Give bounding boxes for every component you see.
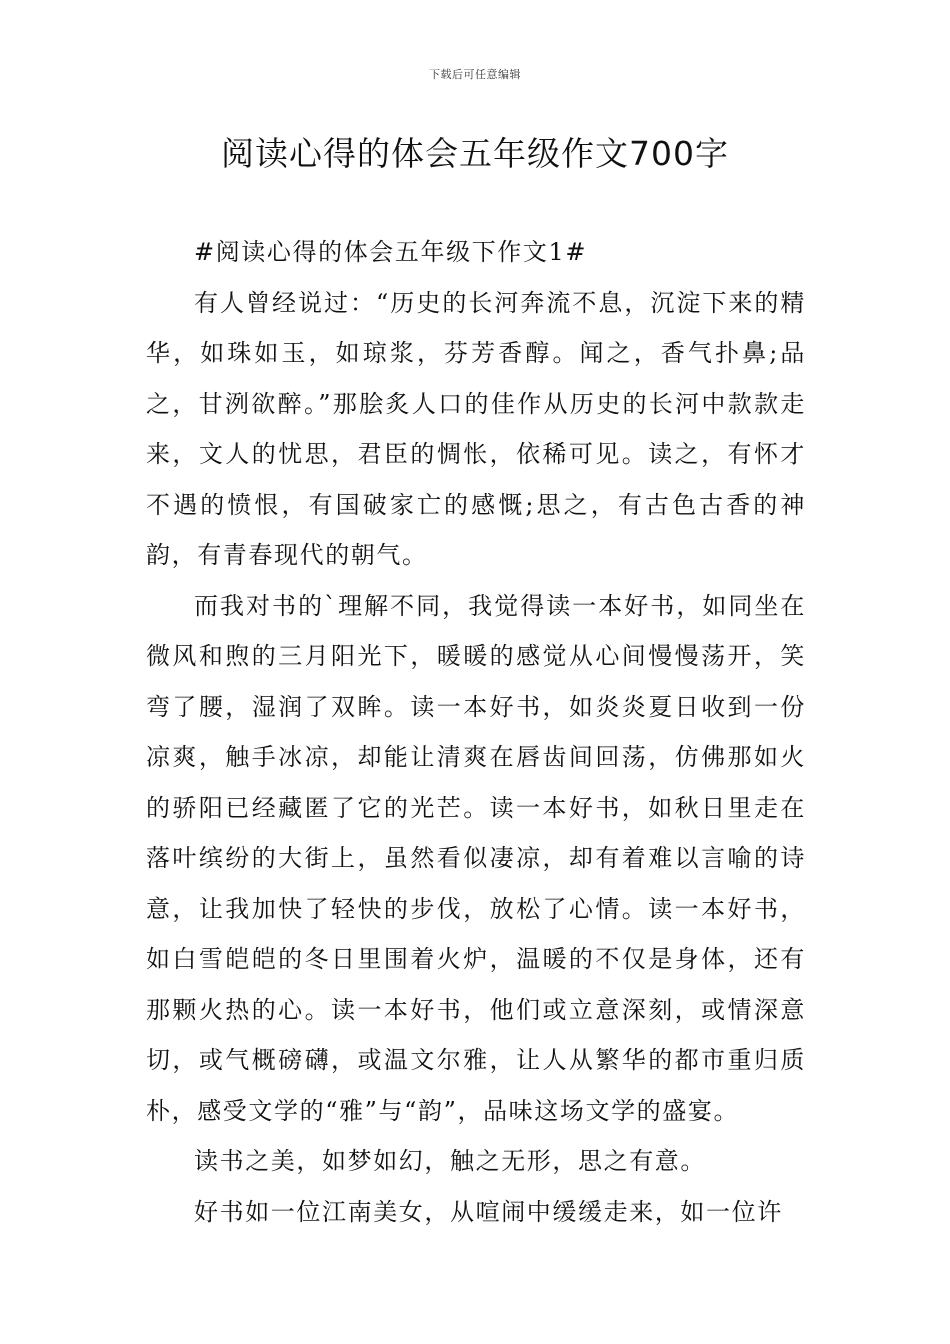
paragraph: 而我对书的`理解不同，我觉得读一本好书，如同坐在微风和煦的三月阳光下，暖暖的感觉从心间慢慢荡开，笑弯了腰，湿润了双眸。读一本好书，如炎炎夏日收到一份凉爽，触手冰凉，却能让清爽在唇齿间回荡，仿佛那如火的骄阳已经藏匿了它的光芒。读一本好书，如秋日里走在落叶缤纷的大街上，虽然看似凄凉，却有着难以言喻的诗意，让我加快了轻快的步伐，放松了心情。读一本好书，如白雪皑皑的冬日里围着火炉，温暖的不仅是身体，还有那颗火热的心。读一本好书，他们或立意深刻，或情深意切，或气概磅礴，或温文尔雅，让人从繁华的都市重归质朴，感受文学的“雅”与“韵”，品味这场文学的盛宴。 <box>146 591 806 1125</box>
section-heading: #阅读心得的体会五年级下作文1# <box>194 238 588 266</box>
paragraph: 读书之美，如梦如幻，触之无形，思之有意。 <box>194 1147 706 1175</box>
header-note: 下载后可任意编辑 <box>429 68 521 81</box>
paragraph: 有人曾经说过：“历史的长河奔流不息，沉淀下来的精华，如珠如玉，如琼浆，芬芳香醇。闻之，香气扑鼻;品之，甘洌欲醉。”那脍炙人口的佳作从历史的长河中款款走来，文人的忧思，君臣的惆怅，依稀可见。读之，有怀才不遇的愤恨，有国破家亡的感慨;思之，有古色古香的神韵，有青春现代的朝气。 <box>146 288 806 569</box>
document-body <box>146 227 806 1237</box>
paragraph: 好书如一位江南美女，从喧闹中缓缓走来，如一位许 <box>194 1197 783 1226</box>
document-title: 阅读心得的体会五年级作文700字 <box>221 134 729 173</box>
